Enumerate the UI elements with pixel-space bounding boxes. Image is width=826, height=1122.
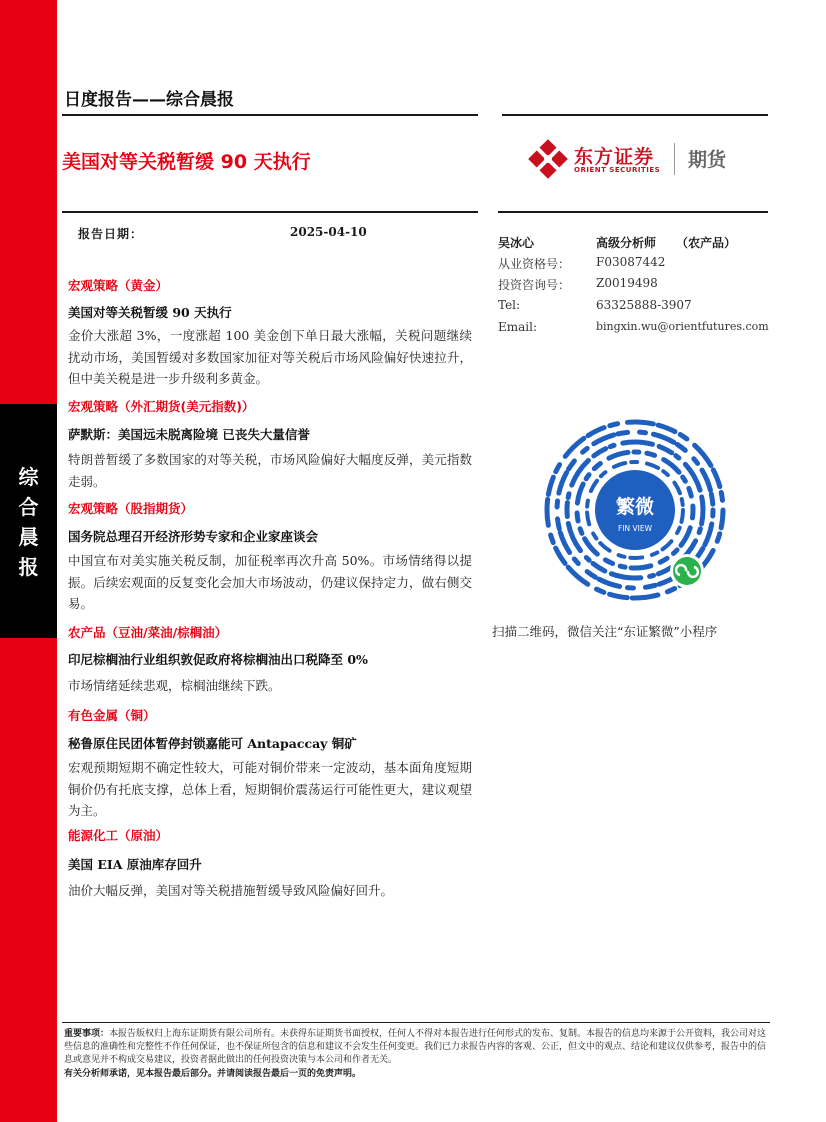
- analyst-field: （农产品）: [676, 236, 737, 250]
- brand-mark-icon: [528, 139, 568, 179]
- section-category: 农产品（豆油/菜油/棕榈油）: [68, 625, 228, 640]
- analyst-name: 吴冰心: [498, 236, 535, 250]
- section-body: 特朗普暂缓了多数国家的对等关税，市场风险偏好大幅度反弹，美元指数走弱。: [68, 452, 472, 489]
- section-body: 中国宣布对美实施关税反制，加征税率再次升高 50%。市场情绪得以提振。后续宏观面的反复变化会加大市场波动，仍建议保持定力，做右侧交易。: [68, 553, 472, 611]
- side-label: [0, 462, 57, 582]
- side-label-char: 合: [18, 495, 39, 519]
- section-headline: 萨默斯：美国远未脱离险境 已丧失大量信誉: [68, 427, 310, 442]
- report-date: 2025-04-10: [290, 225, 367, 239]
- license-number: F03087442: [596, 255, 666, 269]
- page-title: 美国对等关税暂缓 90 天执行: [62, 151, 311, 173]
- qr-code-icon: [540, 415, 730, 605]
- email-label: Email:: [498, 320, 538, 334]
- section-category: 宏观策略（股指期货）: [68, 501, 194, 516]
- disclaimer-footer: 有关分析师承诺，见本报告最后部分。并请阅读报告最后一页的免责声明。: [64, 1069, 362, 1079]
- section-category: 宏观策略（外汇期货(美元指数)）: [68, 399, 255, 414]
- analyst-title: 高级分析师: [596, 236, 657, 250]
- qr-sub-text: FIN VIEW: [617, 524, 653, 533]
- consult-label: 投资咨询号：: [498, 278, 571, 292]
- disclaimer: [64, 1028, 774, 1067]
- info-rule-left: [62, 211, 478, 213]
- report-type-title: 日度报告——综合晨报: [64, 90, 234, 110]
- brand-division: 期货: [688, 149, 727, 171]
- header-rule-right: [502, 114, 768, 116]
- section-headline: 印尼棕榈油行业组织敦促政府将棕榈油出口税降至 0%: [68, 652, 368, 667]
- section-headline: 国务院总理召开经济形势专家和企业家座谈会: [68, 529, 319, 544]
- tel-label: Tel:: [498, 298, 521, 312]
- license-label: 从业资格号：: [498, 257, 571, 271]
- section-body: 金价大涨超 3%，一度涨超 100 美金创下单日最大涨幅，关税问题继续扰动市场，美国暂缓对多数国家加征对等关税后市场风险偏好快速拉升，但中美关税是进一步升级利多黄金。: [68, 328, 472, 386]
- section-category: 宏观策略（黄金）: [68, 278, 169, 293]
- disclaimer-label: 重要事项：: [64, 1029, 110, 1039]
- side-label-char: 综: [18, 465, 39, 489]
- section-body: 市场情绪延续悲观，棕榈油继续下跌。: [68, 678, 281, 693]
- side-label-char: 晨: [18, 525, 39, 549]
- section-body: 油价大幅反弹，美国对等关税措施暂缓导致风险偏好回升。: [68, 883, 394, 898]
- info-rule-right: [498, 211, 768, 213]
- section-body: 宏观预期短期不确定性较大，可能对铜价带来一定波动，基本面角度短期铜价仍有托底支撑，总体上看，短期铜价震荡运行可能性更大，建议观望为主。: [68, 760, 472, 818]
- email-address[interactable]: bingxin.wu@orientfutures.com: [596, 320, 769, 333]
- brand-separator: [674, 143, 675, 175]
- mini-program-qr-code[interactable]: [540, 415, 730, 605]
- consult-number: Z0019498: [596, 276, 658, 290]
- brand-logo: [528, 139, 768, 179]
- qr-center-text: 繁微: [615, 496, 655, 518]
- section-category: 有色金属（铜）: [68, 708, 156, 723]
- side-label-char: 报: [18, 555, 39, 579]
- brand-name-en: ORIENT SECURITIES: [574, 166, 661, 174]
- qr-caption: 扫描二维码，微信关注“东证繁微”小程序: [492, 624, 718, 639]
- report-date-label: 报告日期：: [78, 227, 144, 241]
- brand-name-cn: 东方证券: [574, 146, 655, 168]
- header-rule-left: [62, 114, 478, 116]
- footer-rule: [62, 1022, 770, 1023]
- section-headline: 美国对等关税暂缓 90 天执行: [68, 305, 232, 320]
- disclaimer-text: 本报告版权归上海东证期货有限公司所有。未获得东证期货书面授权，任何人不得对本报告进行任何形式的发布、复制。本报告的信息均来源于公开资料，我公司对这些信息的准确性和完整性不作任何保证，也不保证所包含的信息和建议不会发生任何变更。我们已力求报告内容的客观、公正，但文中的观点、结论和建议仅供参考，报告中的信息或意见并不构成交易建议，投资者据此做出的任何投资决策与本公司和作者无关。: [64, 1029, 767, 1065]
- section-headline: 美国 EIA 原油库存回升: [68, 857, 202, 872]
- section-headline: 秘鲁原住民团体暂停封锁嘉能可 Antapaccay 铜矿: [68, 736, 357, 751]
- tel-number: 63325888-3907: [596, 298, 692, 312]
- section-category: 能源化工（原油）: [68, 828, 169, 843]
